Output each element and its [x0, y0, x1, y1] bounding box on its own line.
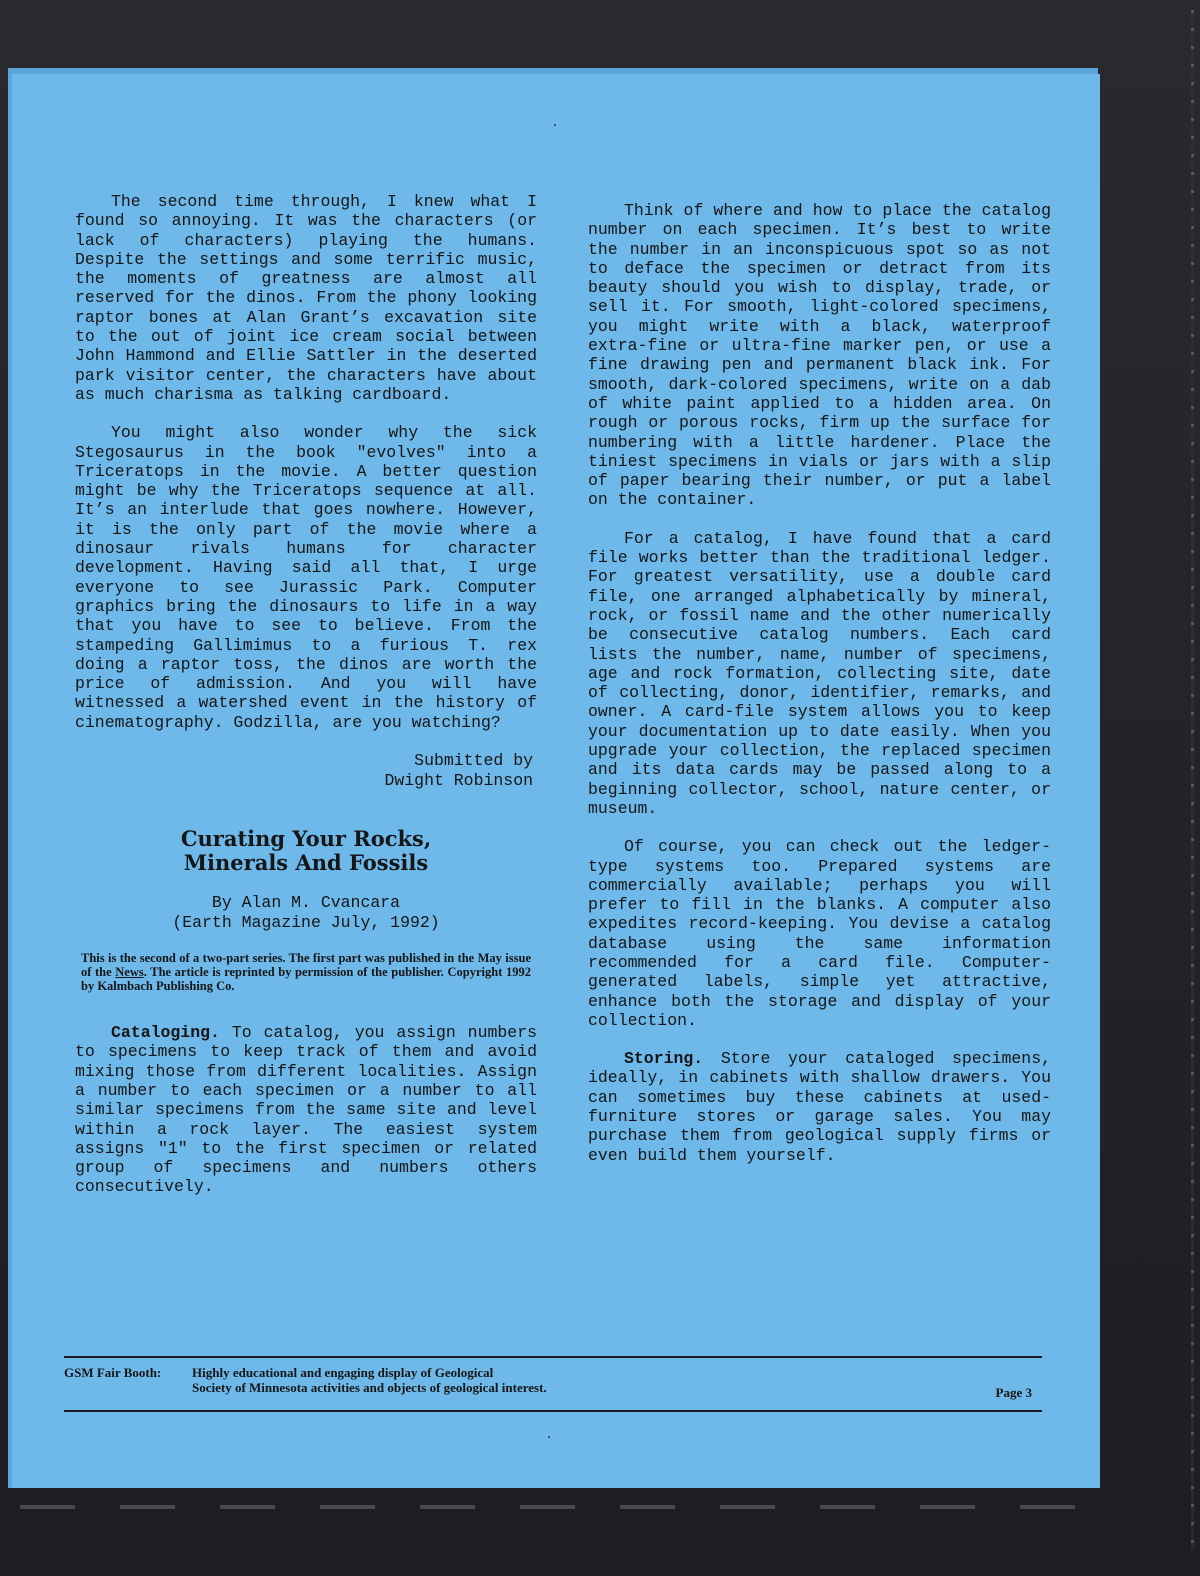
review-paragraph-1: The second time through, I knew what I found so annoying. It was the characters (or lack of characters) playing the humans. Despite the settings and some terrific music, the moments of greatness are almost all reserved for the dinos. From the phony looking raptor bones at Alan Grant’s excavation site to the out of joint ice cream social between John Hammond and Ellie Sattler in the deserted park visitor center, the characters have about as much charisma as talking cardboard. — [75, 192, 537, 404]
submitted-by-label: Submitted by — [414, 751, 533, 771]
series-note-text-2: . The article is reprinted by permission of the publisher. Copyright 1992 by Kalmbach Publishing Co. — [81, 965, 531, 994]
article-byline — [75, 893, 537, 933]
news-reference: News — [115, 965, 144, 980]
source-line: (Earth Magazine July, 1992) — [172, 913, 440, 933]
footer-description-line-2: Society of Minnesota activities and objects of geological interest. — [192, 1380, 547, 1395]
newsletter-page — [12, 74, 1100, 1488]
scanner-edge — [1191, 10, 1194, 1550]
author-line: By Alan M. Cvancara — [211, 893, 401, 913]
submission-credit — [75, 751, 537, 791]
series-note — [75, 951, 537, 993]
right-column — [588, 201, 1051, 1184]
storing-heading: Storing. — [624, 1049, 704, 1069]
ledger-paragraph: Of course, you can check out the ledger-type systems too. Prepared systems are commercially available; perhaps you will prefer to fill in the blanks. A computer also expedites record-keeping. You devise a catalog database using the same information recommended for a card file. Computer-generated labels, simple yet attractive, enhance both the storage and display of your collection. — [588, 837, 1051, 1030]
page-number: Page 3 — [995, 1385, 1032, 1400]
paper-speck — [548, 1436, 550, 1438]
article-title — [75, 827, 537, 875]
card-file-paragraph: For a catalog, I have found that a card file works better than the traditional ledger. For greatest versatility, use a double card file, one arranged alphabetically by mineral, rock, or fossil name and the other numerically be consecutive catalog numbers. Each card lists the number, name, number of specimens, age and rock formation, collecting site, date of collecting, donor, identifier, remarks, and owner. A card-file system allows you to keep your documentation up to date easily. When you upgrade your collection, the replaced specimen and its data cards may be passed along to a beginning collector, school, nature center, or museum. — [588, 528, 1051, 818]
series-note-text-1: This is the second of a two-part series. The first part was published in the May issue of the — [81, 951, 531, 980]
storing-text: Store your cataloged specimens, ideally, in cabinets with shallow drawers. You can sometimes buy these cabinets at used-furniture stores or garage sales. You may purchase them from geological supply firms or even build them yourself. — [588, 1049, 1051, 1165]
numbering-paragraph: Think of where and how to place the catalog number on each specimen. It’s best to write the number in an inconspicuous spot so as not to deface the specimen or detract from its beauty should you wish to display, trade, or sell it. For smooth, light-colored specimens, you might write with a black, waterproof extra-fine or ultra-fine marker pen, or use a fine drawing pen and permanent black ink. For smooth, dark-colored specimens, write on a dab of white paint applied to a hidden area. On rough or porous rocks, firm up the surface for numbering with a little hardener. Place the tiniest specimens in vials or jars with a slip of paper bearing their number, or put a label on the container. — [588, 201, 1051, 510]
cataloging-paragraph — [75, 1023, 537, 1197]
article-title-line-1: Curating Your Rocks, — [180, 826, 432, 852]
footer-top-rule — [64, 1356, 1042, 1358]
footer-description — [192, 1365, 792, 1395]
storing-paragraph — [588, 1049, 1051, 1165]
submitter-name: Dwight Robinson — [384, 771, 533, 791]
footer-bottom-rule — [64, 1410, 1042, 1412]
article-title-line-2: Minerals And Fossils — [183, 850, 429, 876]
cataloging-heading: Cataloging. — [111, 1023, 220, 1043]
footer-label: GSM Fair Booth: — [64, 1365, 162, 1380]
review-paragraph-2: You might also wonder why the sick Stegosaurus in the book "evolves" into a Triceratops in the movie. A better question might be why the Triceratops sequence at all. It’s an interlude that goes nowhere. However, it is the only part of the movie where a dinosaur rivals humans for character development. Having said all that, I urge everyone to see Jurassic Park. Computer graphics bring the dinosaurs to life in a way that you have to see to believe. From the stampeding Gallimimus to a furious T. rex doing a raptor toss, the dinos are worth the price of admission. And you will have witnessed a watershed event in the history of cinematography. Godzilla, are you watching? — [75, 423, 537, 732]
page-footer — [64, 1365, 1042, 1405]
scanner-bottom-strip — [20, 1505, 1120, 1509]
footer-description-line-1: Highly educational and engaging display of Geological — [192, 1365, 494, 1380]
cataloging-text: To catalog, you assign numbers to specimens to keep track of them and avoid mixing those from different localities. Assign a number to each specimen or a number to all similar specimens from the same site and level within a rock layer. The easiest system assigns "1" to the first specimen or related group of specimens and numbers others consecutively. — [75, 1023, 537, 1197]
paper-speck — [554, 124, 556, 126]
left-column — [75, 192, 537, 1216]
